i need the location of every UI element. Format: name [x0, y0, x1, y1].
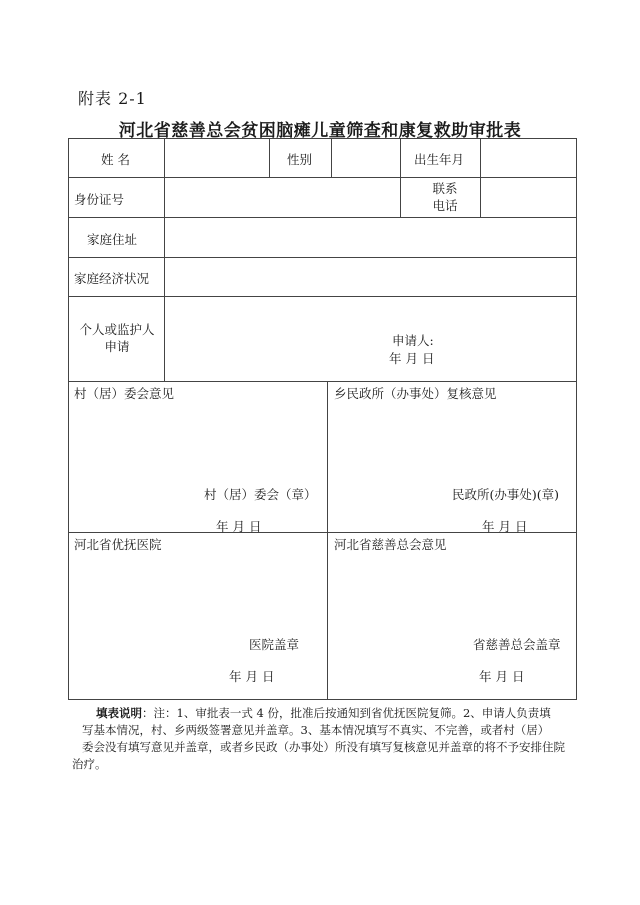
- filling-instructions: [72, 705, 572, 773]
- hospital-label: 河北省优抚医院: [74, 537, 162, 552]
- home-address-label: 家庭住址: [87, 232, 138, 247]
- village-date: 年 月 日: [216, 519, 262, 534]
- instructions-line-2: 写基本情况，村、乡两级签署意见并盖章。3、基本情况填写不真实、不完善，或者村（居）: [82, 723, 550, 737]
- name-label: 姓 名: [101, 152, 130, 167]
- township-date: 年 月 日: [482, 519, 528, 534]
- applicant-date: 年 月 日: [389, 351, 435, 366]
- economic-status-label: 家庭经济状况: [74, 271, 150, 286]
- phone-label-line2: 电话: [432, 198, 458, 213]
- birth-date-label: 出生年月: [414, 152, 465, 167]
- row-divider: [69, 296, 576, 297]
- approval-form-table: [68, 138, 577, 700]
- instructions-line-3: 委会没有填写意见并盖章，或者乡民政（办事处）所没有填写复核意见并盖章的将不予安排住院: [82, 740, 565, 754]
- instructions-line-4: 治疗。: [72, 757, 107, 771]
- row-divider: [69, 217, 576, 218]
- instructions-line-1: [82, 705, 572, 722]
- application-label: [71, 321, 163, 355]
- village-opinion-label: 村（居）委会意见: [74, 386, 175, 401]
- column-divider: [269, 139, 270, 177]
- column-divider: [164, 139, 165, 381]
- row-divider: [69, 381, 576, 382]
- township-opinion-label: 乡民政所（办事处）复核意见: [334, 386, 497, 401]
- township-stamp-label: 民政所(办事处)(章): [452, 487, 560, 502]
- hospital-stamp-label: 医院盖章: [249, 637, 300, 652]
- hospital-date: 年 月 日: [229, 669, 275, 684]
- column-divider: [400, 139, 401, 217]
- form-title: 河北省慈善总会贫困脑瘫儿童筛查和康复救助审批表: [118, 121, 522, 141]
- instructions-text-1: ：注：1、审批表一式 4 份，批准后按通知到省优抚医院复筛。2、申请人负责填: [142, 706, 551, 720]
- attachment-number: 附表 2-1: [78, 89, 147, 108]
- village-stamp-label: 村（居）委会（章）: [204, 487, 317, 502]
- applicant-label: 申请人:: [392, 333, 434, 348]
- column-divider: [331, 139, 332, 177]
- column-divider: [480, 139, 481, 217]
- instructions-heading: 填表说明: [96, 706, 142, 720]
- charity-stamp-label: 省慈善总会盖章: [473, 637, 561, 652]
- row-divider: [69, 177, 576, 178]
- row-divider: [69, 257, 576, 258]
- charity-opinion-label: 河北省慈善总会意见: [334, 537, 447, 552]
- gender-label: 性别: [287, 152, 313, 167]
- column-divider: [327, 381, 328, 699]
- id-number-label: 身份证号: [74, 192, 125, 207]
- phone-label: [415, 180, 475, 214]
- charity-date: 年 月 日: [479, 669, 525, 684]
- application-label-line2: 申请: [104, 339, 130, 354]
- application-label-line1: 个人或监护人: [79, 322, 155, 337]
- phone-label-line1: 联系: [432, 181, 458, 196]
